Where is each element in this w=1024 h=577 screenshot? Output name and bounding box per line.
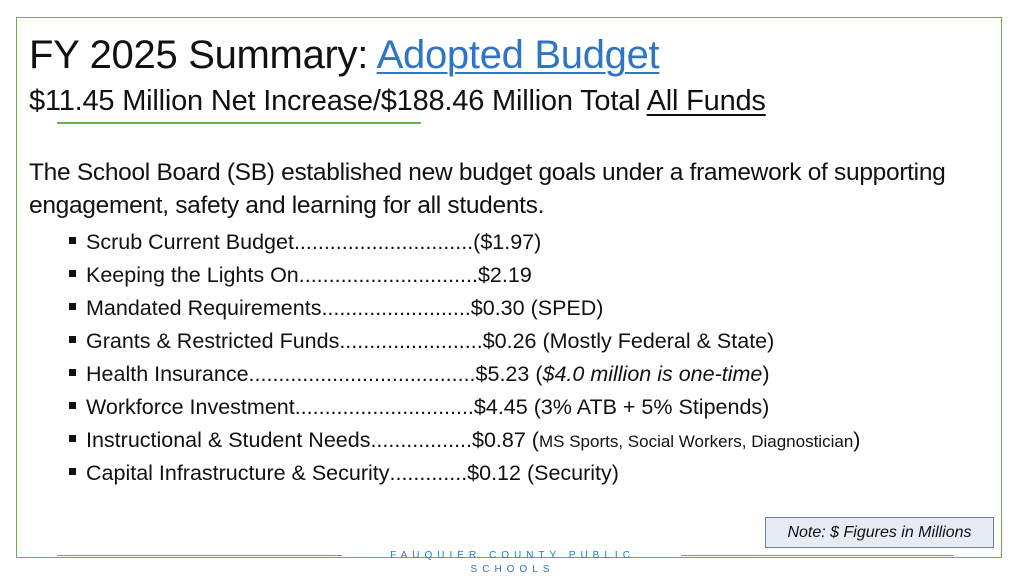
item-label: Capital Infrastructure & Security: [86, 461, 390, 485]
subtitle-all-funds: All Funds: [646, 85, 766, 117]
item-note: (Mostly Federal & State): [536, 329, 775, 353]
item-value: $0.12: [467, 461, 521, 485]
item-label: Health Insurance: [86, 362, 249, 386]
list-item: [69, 260, 860, 293]
item-value: $5.23: [475, 362, 530, 386]
subtitle-main: $11.45 Million Net Increase/$188.46 Million Total: [29, 85, 647, 117]
item-note: (SPED): [524, 296, 604, 320]
item-value: $0.30: [470, 296, 525, 320]
footer-organization: FAUQUIER COUNTY PUBLIC SCHOOLS: [390, 550, 635, 575]
item-leader: ..............................: [294, 395, 474, 419]
list-item: [69, 227, 860, 260]
item-close: ): [534, 230, 542, 254]
item-close: ): [853, 428, 861, 452]
budget-goals-list: [69, 227, 860, 491]
item-leader: .............: [389, 461, 468, 485]
item-value: $4.45: [473, 395, 528, 419]
list-item: [69, 425, 860, 458]
slide-subtitle: [29, 82, 766, 120]
item-value: $0.87: [472, 428, 526, 452]
slide-title: [29, 30, 659, 80]
item-leader: ......................................: [248, 362, 476, 386]
bullet-square-icon: [69, 336, 76, 343]
item-note: (: [525, 428, 539, 452]
item-value: $2.19: [477, 263, 532, 287]
item-label: Grants & Restricted Funds: [86, 329, 340, 353]
item-label: Scrub Current Budget: [86, 230, 294, 254]
item-leader: .........................: [321, 296, 471, 320]
item-note: (Security): [520, 461, 619, 485]
item-note-small: MS Sports, Social Workers, Diagnostician: [538, 432, 854, 451]
list-item: [69, 392, 860, 425]
bullet-square-icon: [69, 468, 76, 475]
list-item: [69, 359, 860, 392]
title-divider: [57, 122, 421, 124]
item-note: (: [529, 362, 543, 386]
list-item: [69, 326, 860, 359]
item-leader: ..............................: [293, 230, 474, 254]
item-label: Workforce Investment: [86, 395, 295, 419]
item-note-italic: $4.0 million is one-time: [542, 362, 763, 386]
item-label: Mandated Requirements: [86, 296, 322, 320]
item-label: Instructional & Student Needs: [86, 428, 371, 452]
adopted-budget-link[interactable]: Adopted Budget: [376, 33, 660, 77]
item-leader: ........................: [339, 329, 483, 353]
bullet-square-icon: [69, 270, 76, 277]
figures-note: Note: $ Figures in Millions: [765, 517, 994, 548]
item-leader: ..............................: [298, 263, 478, 287]
intro-paragraph: The School Board (SB) established new budget goals under a framework of supporting engagement, safety and learning for all students.: [29, 159, 946, 219]
title-prefix: FY 2025 Summary:: [29, 33, 377, 77]
footer-divider-right: [681, 555, 954, 556]
item-leader: .................: [370, 428, 473, 452]
bullet-square-icon: [69, 402, 76, 409]
bullet-square-icon: [69, 369, 76, 376]
item-value: $0.26: [482, 329, 537, 353]
bullet-square-icon: [69, 435, 76, 442]
footer-divider-left: [57, 555, 342, 556]
item-note: (3% ATB + 5% Stipends): [527, 395, 770, 419]
item-close: ): [762, 362, 770, 386]
bullet-square-icon: [69, 237, 76, 244]
list-item: [69, 458, 860, 491]
list-item: [69, 293, 860, 326]
bullet-square-icon: [69, 303, 76, 310]
item-label: Keeping the Lights On: [86, 263, 299, 287]
item-value: ($1.97: [473, 230, 535, 254]
